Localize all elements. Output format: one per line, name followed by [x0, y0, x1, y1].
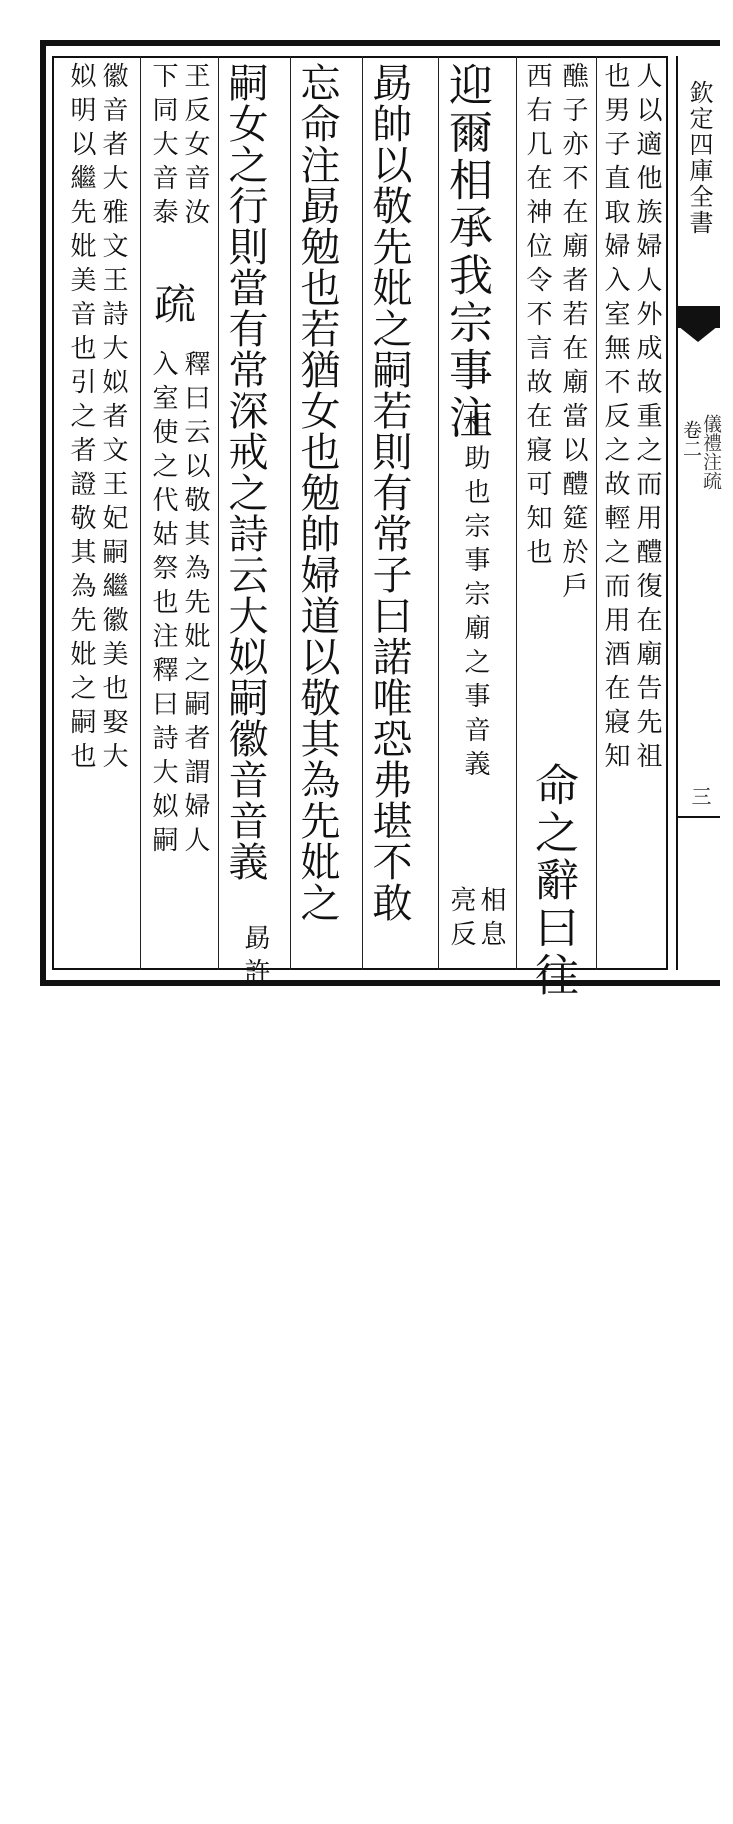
work-title: 儀禮注疏 — [700, 414, 722, 490]
annotation-line: 亮反 — [446, 886, 476, 954]
annotation-line: 相助也宗事宗廟之事音義 — [460, 410, 490, 784]
annotation-line: 釋曰云以敬其為先妣之嗣者謂婦人 — [180, 350, 210, 860]
annotation-line: 徽音者大雅文王詩大姒者文王妃嗣繼徽美也娶大 — [98, 62, 128, 776]
column-rule — [362, 56, 363, 970]
annotation-line: 也男子直取婦入室無不反之故輕之而用酒在寢知 — [600, 62, 630, 776]
fishtail-notch — [678, 326, 718, 342]
main-text: 迎爾相承我宗事注 — [441, 62, 492, 442]
banxin-margin — [676, 56, 716, 970]
text-column-7 — [142, 62, 210, 962]
main-text: 忘命注勗勉也若猶女也勉帥婦道以敬其為先妣之 — [294, 62, 340, 923]
annotation-line: 醮子亦不在廟者若在廟當以醴筵於戶 — [558, 62, 588, 606]
text-column-8 — [62, 62, 128, 962]
column-rule — [516, 56, 517, 970]
annotation-line: 相息 — [476, 886, 506, 954]
main-text: 勗帥以敬先妣之嗣若則有常子曰諾唯恐弗堪不敢 — [366, 62, 412, 923]
main-text: 命之辭曰往 — [527, 762, 578, 1000]
book-title: 欽定四庫全書 — [685, 80, 713, 236]
text-column-5 — [294, 62, 340, 962]
commentary-marker: 疏 — [148, 282, 197, 328]
margin-bar — [676, 816, 720, 818]
main-text: 嗣女之行則當有常深戒之詩云大姒嗣徽音音義 — [222, 62, 268, 882]
annotation-line: 勗許 — [240, 924, 270, 992]
column-rule — [596, 56, 597, 970]
annotation-line: 入室使之代姑祭也注釋曰詩大姒嗣 — [148, 350, 178, 860]
text-column-4 — [366, 62, 412, 962]
text-column-3-tail — [440, 886, 506, 1786]
text-column-2 — [518, 62, 588, 1000]
annotation-line: 下同大音泰 — [148, 62, 178, 232]
text-column-1 — [598, 62, 662, 962]
column-rule — [140, 56, 141, 970]
annotation-line: 人以適他族婦人外成故重之而用醴復在廟告先祖 — [632, 62, 662, 776]
page-number: 三 — [688, 786, 712, 806]
column-rule — [438, 56, 439, 970]
volume-label: 卷二 — [680, 420, 702, 458]
fishtail-mark — [676, 306, 720, 328]
column-rule — [218, 56, 219, 970]
text-column-6 — [222, 62, 268, 922]
text-column-6-tail — [222, 924, 282, 1824]
annotation-line: 西右几在神位令不言故在寢可知也 — [522, 62, 552, 572]
annotation-line: 玊反女音汝 — [180, 62, 210, 232]
annotation-line: 姒明以繼先妣美音也引之者證敬其為先妣之嗣也 — [66, 62, 96, 776]
column-rule — [290, 56, 291, 970]
